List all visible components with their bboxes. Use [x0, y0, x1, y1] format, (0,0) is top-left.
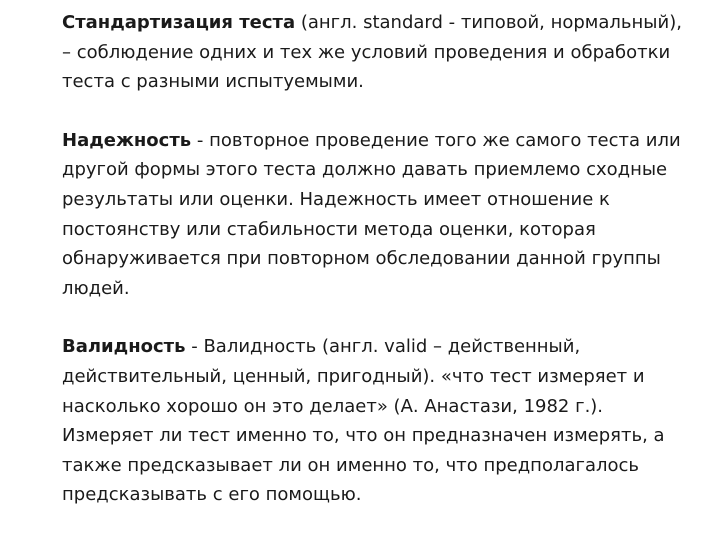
definition-reliability: - повторное проведение того же самого теста или другой формы этого теста должно давать приемлемо сходные результаты или оценки. Надежность имеет отношение к постоянству или стабильности метода оценки, которая обнаруживается при повторном обследовании данной группы людей. — [62, 129, 681, 299]
definition-validity: - Валидность (англ. valid – действенный, действительный, ценный, пригодный). «что тест измеряет и насколько хорошо он это делает» (А. Анастази, 1982 г.). Измеряет ли тест именно то, что он предназначен измерять, а также предсказывает ли он именно то, что предполагалось предсказывать с его помощью. — [62, 336, 665, 506]
term-reliability: Надежность — [62, 129, 192, 151]
paragraph-standardization — [62, 8, 692, 97]
term-validity: Валидность — [62, 336, 186, 358]
definition-standardization: (англ. standard - типовой, нормальный), – соблюдение одних и тех же условий проведения и обработки теста с разными испытуемыми. — [62, 12, 682, 93]
term-standardization: Стандартизация теста — [62, 12, 296, 33]
slide-content — [62, 8, 692, 539]
paragraph-reliability — [62, 126, 692, 304]
paragraph-validity — [62, 332, 692, 510]
